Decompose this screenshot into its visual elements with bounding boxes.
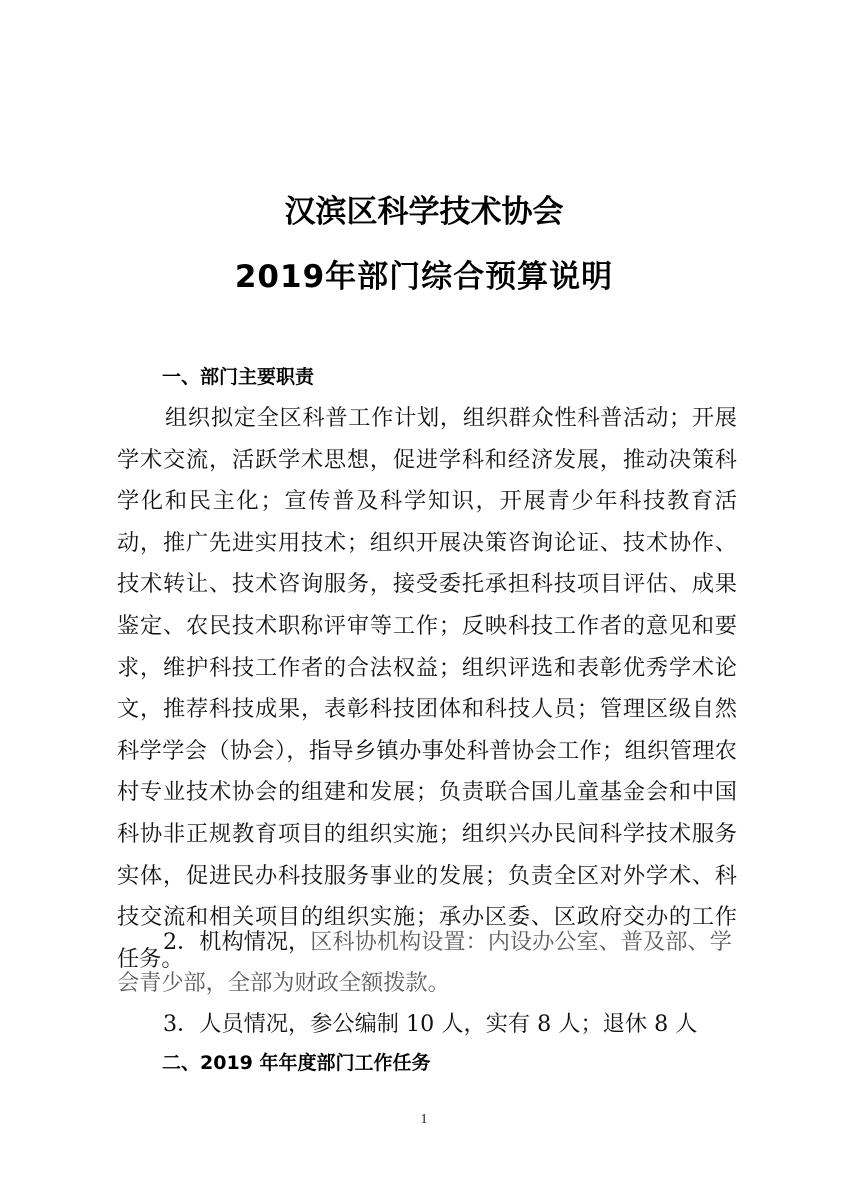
- section-heading-duties: 一、部门主要职责: [162, 366, 315, 388]
- document-subtitle: 2019年部门综合预算说明: [234, 259, 614, 295]
- organization-info-label: 2．机构情况，: [163, 929, 311, 955]
- section-heading-tasks: 二、2019 年年度部门工作任务: [162, 1052, 431, 1074]
- document-title: 汉滨区科学技术协会: [284, 194, 564, 230]
- page-number: 1: [420, 1112, 428, 1127]
- duties-paragraph: 组织拟定全区科普工作计划，组织群众性科普活动；开展学术交流，活跃学术思想，促进学科和经济发展，推动决策科学化和民主化；宣传普及科学知识，开展青少年科技教育活动，推广先进实用技术；组织开展决策咨询论证、技术协作、技术转让、技术咨询服务，接受委托承担科技项目评估、成果鉴定、农民技术职称评审等工作；反映科技工作者的意见和要求，维护科技工作者的合法权益；组织评选和表彰优秀学术论文，推荐科技成果，表彰科技团体和科技人员；管理区级自然科学学会（协会），指导乡镇办事处科普协会工作；组织管理农村专业技术协会的组建和发展；负责联合国儿童基金会和中国科协非正规教育项目的组织实施；组织兴办民间科学技术服务实体，促进民办科技服务事业的发展；负责全区对外学术、科技交流和相关项目的组织实施；承办区委、区政府交办的工作任务。: [117, 405, 737, 972]
- staffing-info-text: 参公编制 10 人，实有 8 人；退休 8 人: [310, 1011, 698, 1037]
- organization-info-text: 区科协机构设置：内设办公室、普及部、学: [310, 929, 732, 955]
- organization-info-continuation: 会青少部，全部为财政全额拨款。: [117, 970, 450, 996]
- staffing-info-label: 3．人员情况，: [163, 1011, 311, 1037]
- staffing-info-line: [117, 1004, 737, 1046]
- organization-info-line: [117, 922, 737, 964]
